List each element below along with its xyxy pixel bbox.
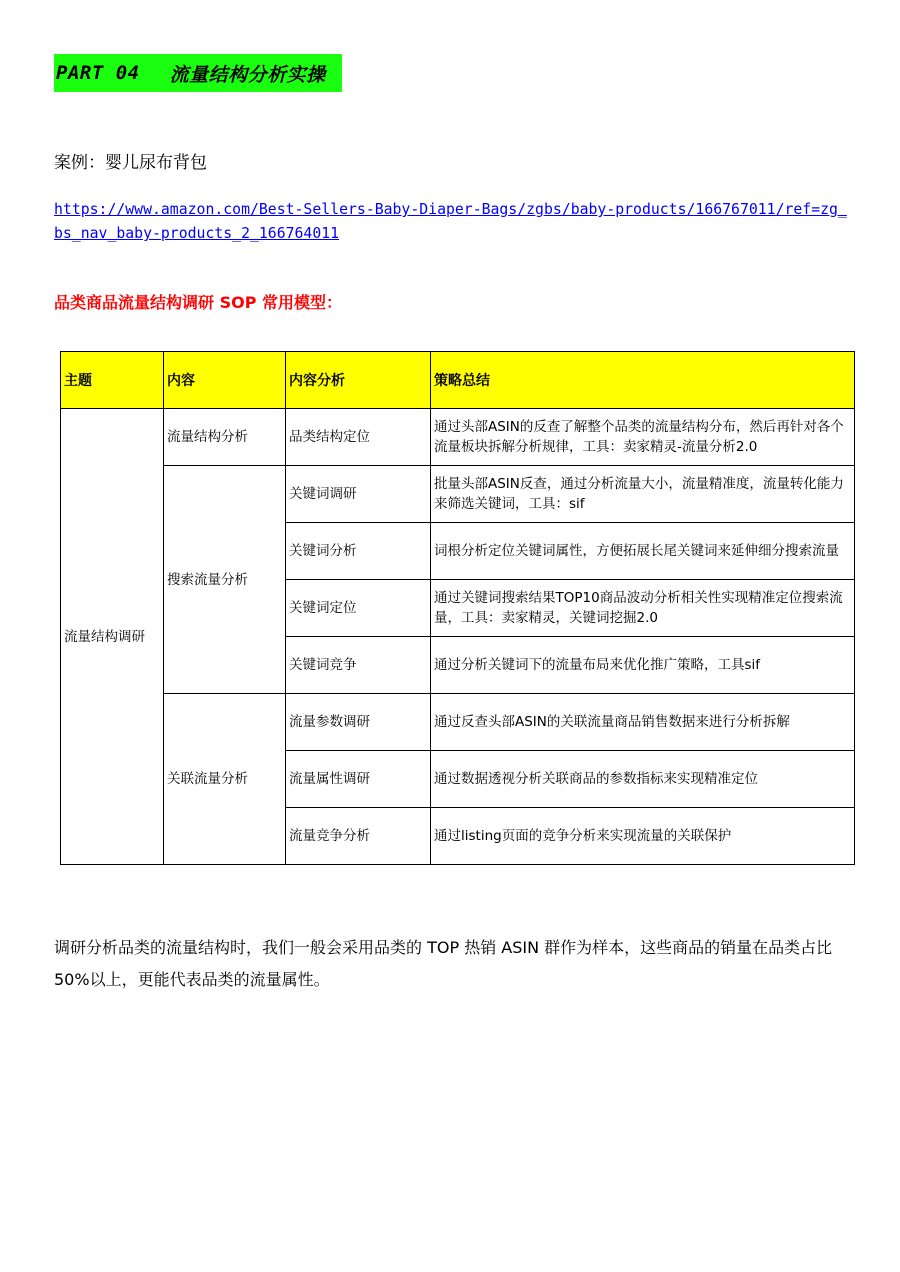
analysis-cell: 流量参数调研 <box>286 694 431 751</box>
table-row <box>61 694 855 751</box>
strategy-cell: 通过listing页面的竞争分析来实现流量的关联保护 <box>431 808 855 865</box>
analysis-cell: 品类结构定位 <box>286 409 431 466</box>
strategy-cell: 通过数据透视分析关联商品的参数指标来实现精准定位 <box>431 751 855 808</box>
sop-table <box>60 351 855 865</box>
section-banner <box>54 54 342 92</box>
analysis-cell: 关键词竞争 <box>286 637 431 694</box>
strategy-cell: 通过关键词搜索结果TOP10商品波动分析相关性实现精准定位搜索流量，工具：卖家精灵，关键词挖掘2.0 <box>431 580 855 637</box>
case-line: 案例：婴儿尿布背包 <box>54 153 207 173</box>
header-content: 内容 <box>164 352 286 409</box>
header-theme: 主题 <box>61 352 164 409</box>
amazon-url-link[interactable]: https://www.amazon.com/Best-Sellers-Baby-Diaper-Bags/zgbs/baby-products/166767011/ref=zg_bs_nav_baby-products_2_166764011 <box>54 201 847 242</box>
table-row <box>61 409 855 466</box>
group-cell: 关联流量分析 <box>164 694 286 865</box>
analysis-cell: 流量属性调研 <box>286 751 431 808</box>
header-strategy: 策略总结 <box>431 352 855 409</box>
table-row <box>61 466 855 523</box>
sop-heading: 品类商品流量结构调研 SOP 常用模型： <box>54 293 342 312</box>
table-header-row <box>61 352 855 409</box>
summary-paragraph: 调研分析品类的流量结构时，我们一般会采用品类的 TOP 热销 ASIN 群作为样本，这些商品的销量在品类占比 50%以上，更能代表品类的流量属性。 <box>54 938 833 989</box>
analysis-cell: 关键词分析 <box>286 523 431 580</box>
header-content-analysis: 内容分析 <box>286 352 431 409</box>
theme-cell: 流量结构调研 <box>61 409 164 865</box>
analysis-cell: 关键词定位 <box>286 580 431 637</box>
strategy-cell: 通过分析关键词下的流量布局来优化推广策略，工具sif <box>431 637 855 694</box>
group-cell: 搜索流量分析 <box>164 466 286 694</box>
strategy-cell: 通过反查头部ASIN的关联流量商品销售数据来进行分析拆解 <box>431 694 855 751</box>
strategy-cell: 词根分析定位关键词属性，方便拓展长尾关键词来延伸细分搜索流量 <box>431 523 855 580</box>
section-title: 流量结构分析实操 <box>169 63 326 86</box>
strategy-cell: 通过头部ASIN的反查了解整个品类的流量结构分布，然后再针对各个流量板块拆解分析规律，工具：卖家精灵-流量分析2.0 <box>431 409 855 466</box>
analysis-cell: 流量竞争分析 <box>286 808 431 865</box>
group-cell: 流量结构分析 <box>164 409 286 466</box>
strategy-cell: 批量头部ASIN反查，通过分析流量大小，流量精准度，流量转化能力来筛选关键词，工具：sif <box>431 466 855 523</box>
analysis-cell: 关键词调研 <box>286 466 431 523</box>
part-number: PART 04 <box>56 62 140 84</box>
